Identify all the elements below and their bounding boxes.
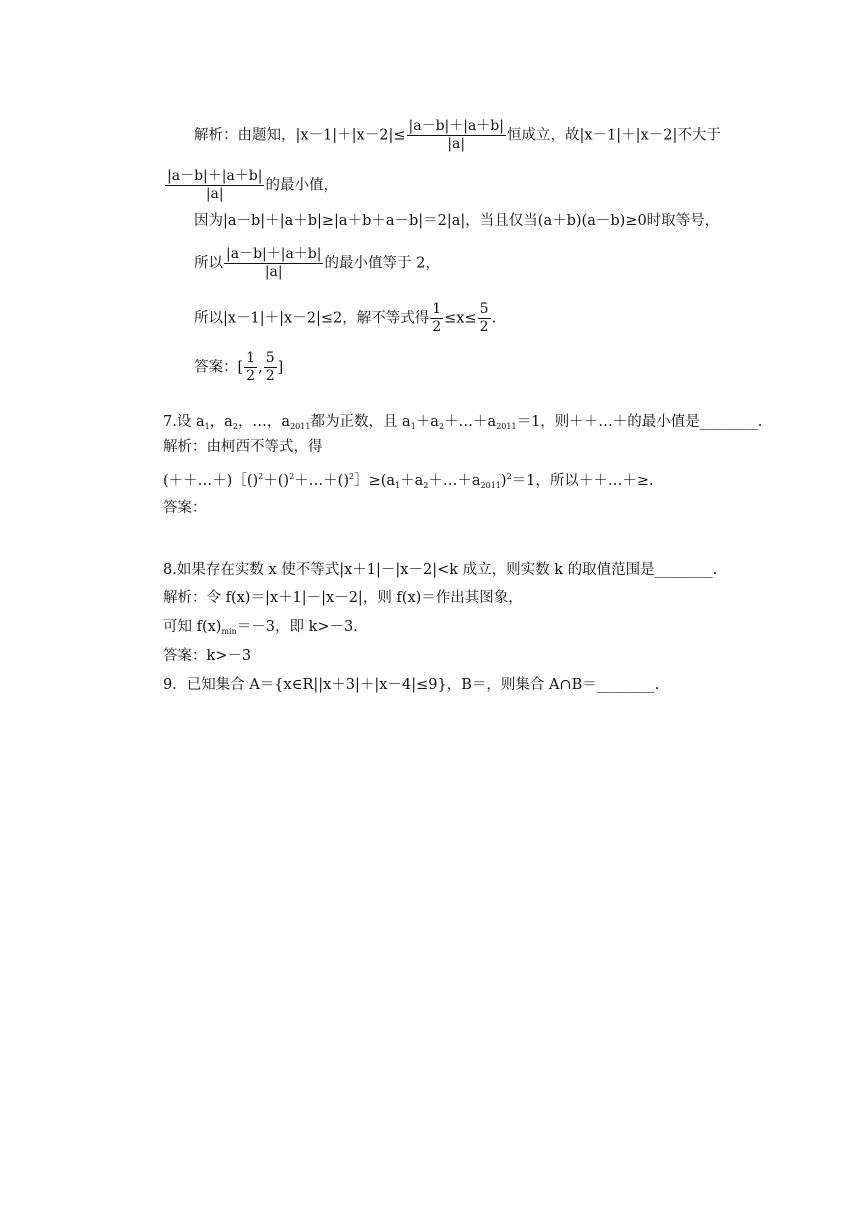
fraction-half — [430, 301, 443, 336]
q8-solution — [163, 588, 523, 608]
q7-solution-text: 解析：由柯西不等式，得 — [163, 439, 323, 455]
subscript: 1 — [395, 481, 401, 490]
answer-fraction-half — [244, 350, 257, 385]
fraction-numerator: 1 — [432, 301, 442, 317]
q8-stem — [163, 560, 717, 580]
fraction-denominator: 2 — [479, 319, 489, 335]
sol6-fraction-1 — [407, 118, 506, 153]
q7-stem-part: ＋…＋a — [444, 414, 497, 430]
q7-ineq-part: ＋() — [263, 473, 290, 489]
q7-stem — [163, 412, 762, 437]
subscript: 2011 — [496, 422, 517, 431]
sol6-line2-b: 的最小值， — [265, 177, 338, 194]
sol6-line4-b: 的最小值等于 2， — [324, 255, 440, 272]
q7-ineq-part: ＝1，所以＋＋…＋≥. — [511, 473, 654, 489]
q8-conclusion — [163, 617, 358, 642]
fraction-denominator: |a| — [447, 136, 466, 152]
fraction-numerator: 5 — [265, 350, 275, 366]
subscript: 1 — [410, 422, 416, 431]
fraction-numerator: |a－b|＋|a＋b| — [226, 246, 322, 262]
q7-ineq-part: ) — [500, 473, 507, 489]
q7-ineq-part: ＋a — [400, 473, 424, 489]
q7-inequality — [163, 467, 654, 496]
q9-stem-text: 9．已知集合 A＝{x∈R||x＋3|＋|x－4|≤9}，B＝，则集合 A∩B＝________. — [163, 677, 660, 693]
sol6-line4 — [194, 246, 440, 281]
answer-close-bracket: ] — [277, 359, 284, 376]
superscript: 2 — [289, 472, 295, 481]
q7-stem-part: ，…，a — [237, 414, 291, 430]
sol6-line4-a: 所以 — [194, 255, 223, 272]
subscript: 2 — [438, 422, 445, 431]
sol6-line1-a: 解析：由题知，|x－1|＋|x－2|≤ — [194, 127, 406, 144]
superscript: 2 — [348, 472, 355, 481]
subscript: 2 — [423, 481, 429, 490]
q7-answer — [163, 498, 207, 518]
sol6-fraction-3 — [224, 246, 323, 281]
superscript: 2 — [506, 472, 512, 481]
subscript: 2 — [232, 422, 238, 431]
fraction-numerator: 5 — [479, 301, 489, 317]
q7-ineq-part: ＋…＋a — [428, 473, 481, 489]
q7-stem-part: ，a — [209, 414, 233, 430]
fraction-numerator: |a－b|＋|a＋b| — [167, 168, 263, 184]
sol6-line3 — [194, 211, 719, 231]
q7-stem-part: 7.设 a — [163, 414, 205, 430]
answer-label: 答案：[ — [194, 359, 244, 376]
fraction-denominator: 2 — [246, 368, 256, 384]
q8-conclusion-part: 可知 f(x) — [163, 619, 222, 635]
sol6-line5 — [194, 301, 496, 336]
q7-stem-part: ＝1，则＋＋…＋的最小值是________. — [516, 414, 763, 430]
sol6-line1 — [194, 118, 721, 153]
q7-solution — [163, 437, 323, 457]
fraction-numerator: 1 — [246, 350, 256, 366]
subscript: 1 — [204, 422, 210, 431]
answer-fraction-five-halves — [264, 350, 277, 385]
q7-stem-part: 都为正数，且 a — [310, 414, 411, 430]
sol6-line2 — [164, 168, 338, 203]
superscript: 2 — [258, 472, 264, 481]
q8-stem-text: 8.如果存在实数 x 使不等式|x＋1|－|x－2|<k 成立，则实数 k 的取值范围是________. — [163, 562, 718, 578]
fraction-denominator: 2 — [432, 319, 442, 335]
q8-answer — [163, 646, 251, 666]
answer-separator: , — [258, 359, 263, 376]
q7-ineq-part: ＋…＋() — [294, 473, 349, 489]
sol6-line5-a: 所以|x－1|＋|x－2|≤2，解不等式得 — [194, 310, 430, 327]
sol6-fraction-2 — [165, 168, 264, 203]
q7-stem-part: ＋a — [415, 414, 439, 430]
q8-conclusion-part: ＝－3，即 k>－3. — [236, 619, 358, 635]
answer-label: 答案： — [163, 500, 207, 516]
subscript: 2011 — [290, 422, 311, 431]
fraction-denominator: |a| — [264, 264, 283, 280]
fraction-denominator: 2 — [265, 368, 275, 384]
sol6-answer — [194, 350, 283, 385]
subscript: 2011 — [480, 481, 501, 490]
sol6-line5-c: . — [491, 310, 497, 327]
fraction-denominator: |a| — [205, 186, 224, 202]
answer-text: 答案：k>－3 — [163, 648, 252, 664]
q7-ineq-part: ］≥(a — [354, 473, 396, 489]
subscript: min — [221, 627, 237, 636]
sol6-line5-b: ≤x≤ — [444, 310, 477, 327]
sol6-line3-text: 因为|a－b|＋|a＋b|≥|a＋b＋a－b|＝2|a|，当且仅当(a＋b)(a－b)≥0时取等号， — [194, 213, 720, 229]
q9-stem — [163, 675, 659, 695]
sol6-line1-b: 恒成立，故|x－1|＋|x－2|不大于 — [506, 127, 721, 144]
fraction-five-halves — [478, 301, 491, 336]
fraction-numerator: |a－b|＋|a＋b| — [408, 118, 504, 134]
q7-ineq-part: (＋＋…＋)［() — [163, 473, 259, 489]
q8-solution-text: 解析：令 f(x)＝|x＋1|－|x－2|，则 f(x)＝作出其图象， — [163, 590, 523, 606]
